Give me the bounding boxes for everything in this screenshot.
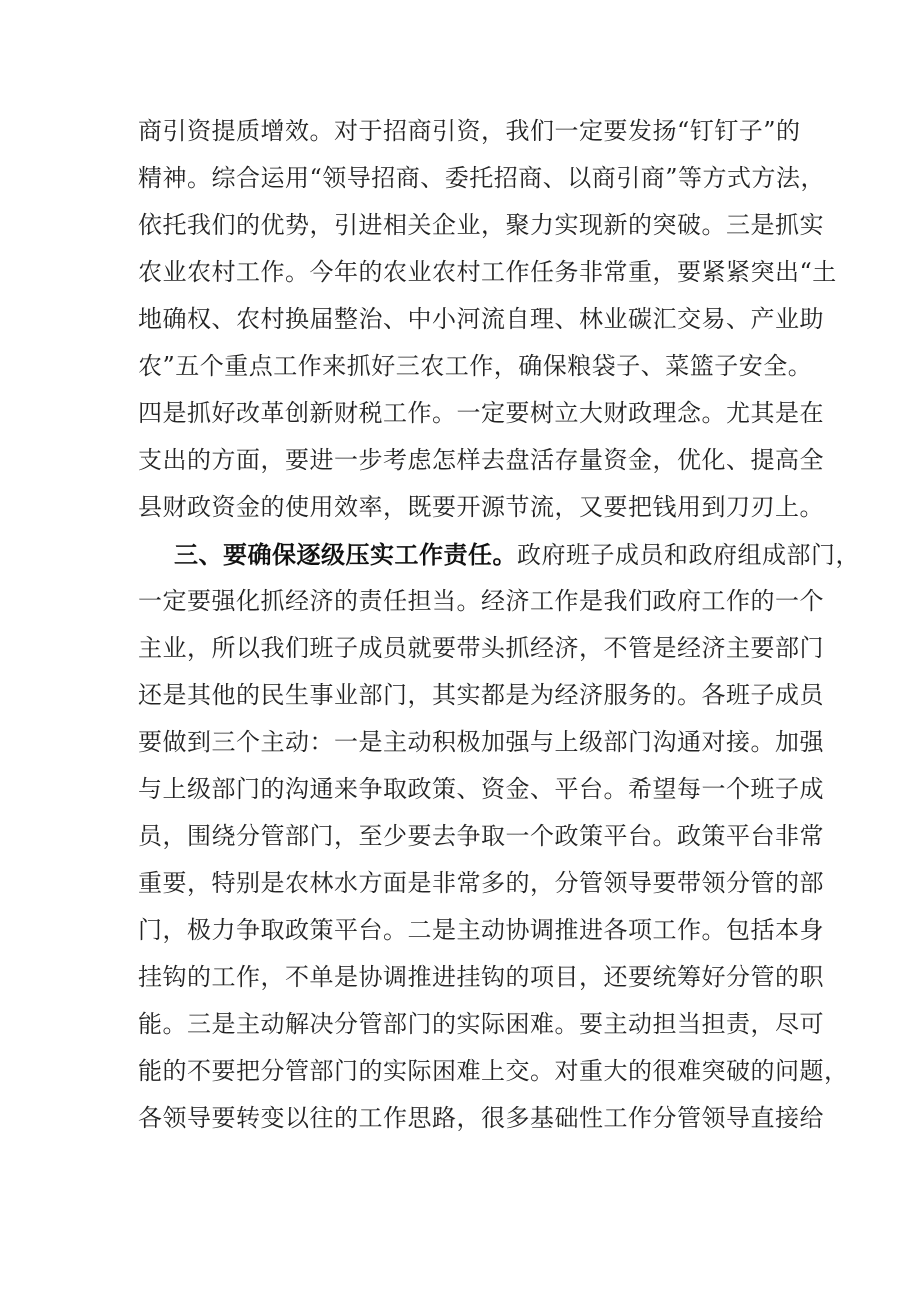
text-line: 精神。综合运用“领导招商、委托招商、以商引商”等方式方法， (138, 164, 826, 192)
text-line: 能的不要把分管部门的实际困难上交。对重大的很难突破的问题， (138, 1057, 849, 1085)
text-line: 四是抓好改革创新财税工作。一定要树立大财政理念。尤其是在 (138, 399, 824, 427)
text-line: 主业，所以我们班子成员就要带头抓经济，不管是经济主要部门 (138, 634, 824, 662)
text-line: 还是其他的民生事业部门，其实都是为经济服务的。各班子成员 (138, 681, 824, 709)
section-3-heading: 三、要确保逐级压实工作责任。 (174, 540, 517, 569)
text-line: 依托我们的优势，引进相关企业，聚力实现新的突破。三是抓实 (138, 211, 824, 239)
text-line: 重要，特别是农林水方面是非常多的，分管领导要带领分管的部 (138, 869, 824, 897)
text-line: 地确权、农村换届整治、中小河流自理、林业碳汇交易、产业助 (138, 305, 824, 333)
text-line: 与上级部门的沟通来争取政策、资金、平台。希望每一个班子成 (138, 775, 824, 803)
text-line: 能。三是主动解决分管部门的实际困难。要主动担当担责，尽可 (138, 1010, 824, 1038)
text-line: 商引资提质增效。对于招商引资，我们一定要发扬“钉钉子”的 (138, 117, 801, 145)
text-line: 支出的方面，要进一步考虑怎样去盘活存量资金，优化、提高全 (138, 446, 824, 474)
text-line: 挂钩的工作，不单是协调推进挂钩的项目，还要统筹好分管的职 (138, 963, 824, 991)
text-line: 员，围绕分管部门，至少要去争取一个政策平台。政策平台非常 (138, 822, 824, 850)
text-line: 各领导要转变以往的工作思路，很多基础性工作分管领导直接给 (138, 1104, 824, 1132)
document-body (138, 108, 860, 1142)
text-line: 门，极力争取政策平台。二是主动协调推进各项工作。包括本身 (138, 916, 824, 944)
text-line: 一定要强化抓经济的责任担当。经济工作是我们政府工作的一个 (138, 587, 824, 615)
section-3-first-line (138, 531, 860, 578)
section-3-first-line-text: 政府班子成员和政府组成部门， (517, 541, 860, 569)
text-line: 要做到三个主动：一是主动积极加强与上级部门沟通对接。加强 (138, 728, 824, 756)
text-line: 县财政资金的使用效率，既要开源节流，又要把钱用到刀刃上。 (138, 493, 824, 521)
text-line: 农”五个重点工作来抓好三农工作，确保粮袋子、菜篮子安全。 (138, 352, 813, 380)
text-line: 农业农村工作。今年的农业农村工作任务非常重，要紧紧突出“土 (138, 258, 837, 286)
